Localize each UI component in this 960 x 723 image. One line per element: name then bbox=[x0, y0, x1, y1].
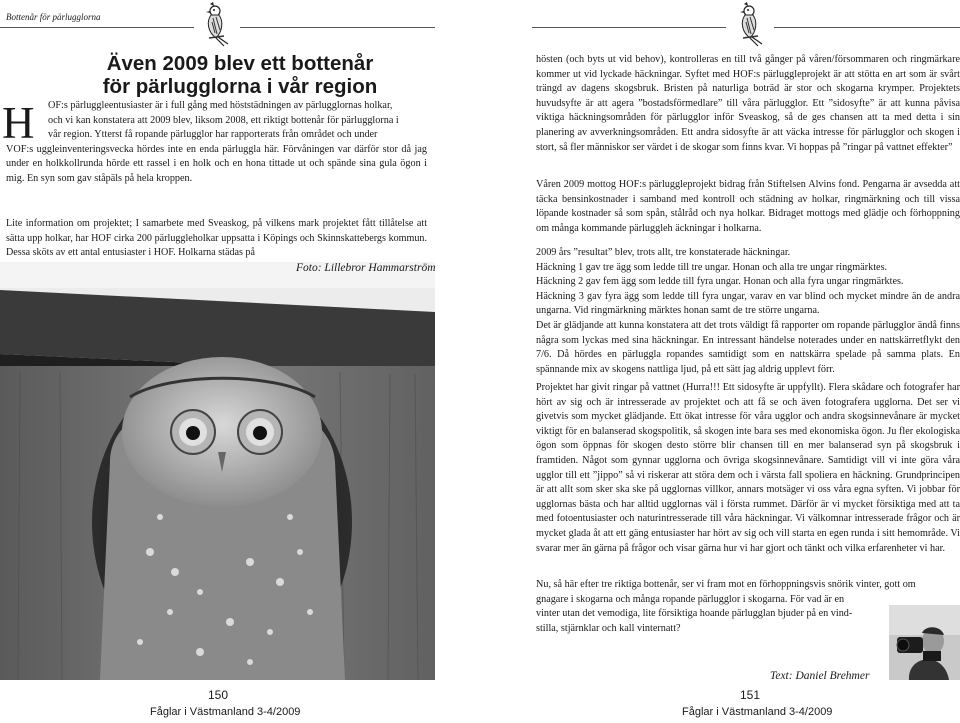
intro-line-3: vår region. Ytterst få ropande pärlugglor har rapporterats från området och under bbox=[48, 129, 378, 141]
intro-line-1: OF:s pärluggleentusiaster är i full gång med höststädningen av pärlugglornas holkar, bbox=[48, 100, 393, 111]
title-line-1: Även 2009 blev ett bottenår bbox=[106, 52, 374, 75]
header-rule-right-2 bbox=[774, 27, 960, 28]
closing-line-4: stilla, stjärnklar och kall vinternatt? bbox=[536, 622, 681, 634]
footer-left: Fåglar i Västmanland 3-4/2009 bbox=[150, 706, 301, 718]
closing-line-2: gnagare i skogarna och många ropande pärlugglor i skogarna. För vad är en bbox=[536, 593, 845, 605]
running-head: Bottenår för pärlugglorna bbox=[6, 12, 101, 22]
bird-logo-icon bbox=[196, 0, 236, 48]
results-line: Häckning 1 gav tre ägg som ledde till tre ungar. Honan och alla tre ungar ringmärktes. bbox=[536, 261, 888, 273]
results-line: Det är glädjande att kunna konstatera att det trots väldigt få rapporter om ropande pärlugglor ändå finns några som lyckas med sina häckningar. En intressant händelse noterades under en nattskärretflykt den 7/6. Då hördes en pärluggla ropandes samtidigt som en nattskärra spelade på samma plats. En spännande mix av skogens nattliga ljud, på ett sätt jag aldrig upplevt förr. bbox=[536, 319, 960, 375]
header-rule-left bbox=[0, 27, 194, 28]
owl-photo-image bbox=[0, 262, 435, 680]
photo-caption: Foto: Lillebror Hammarström bbox=[296, 262, 436, 274]
author-photo bbox=[889, 605, 960, 680]
results-section bbox=[536, 246, 960, 377]
page-number-left: 150 bbox=[208, 688, 229, 702]
closing-line-1: Nu, så här efter tre riktiga bottenår, ser vi fram mot en förhoppningsvis snörik vinter, gott om bbox=[536, 579, 916, 590]
title-line-2: för pärlugglorna i vår region bbox=[102, 75, 378, 98]
right-paragraph-4: Projektet har givit ringar på vattnet (Hurra!!! Ett sidosyfte är uppfyllt). Flera skådare och fotografer har hört av sig och är intresserade av projektet och att få se och även fotografera ugglorna. Det ser vi givetvis som mycket glädjande. Ett ökat intresse för våra ugglor och andra skogsinnevånare är mycket viktigt för en balanserad skogspolitik, så skogen inte bara ses med ekonomiska ögon. Ju fler ekologiska ögon som öppnas för skogen desto större blir chansen till en mer balanserad syn på skogsbruk i framtiden. Något som gynnar ugglorna och övriga skogsinnevånare. Samtidigt vill vi inte göra våra ugglor till ett ”jippo” så vi riskerar att störa dem och i värsta fall spoliera en häckning. Grundprincipen är att allt som sker ska ske på ugglornas villkor, annars motsäger vi oss våra egna syften. Vi jobbar för ugglornas bästa och har alltid ugglornas väl i första rummet. Därför är vi mycket försiktiga med att ta med fotoentusiaster och naturintresserade till våra häckningar. Vi välkomnar intresserade frågor och är mycket glada åt att ett gäng entusiaster har hört av sig och vill starta en egen runda i sitt hemområde. Vi svarar mer än gärna på frågor och visar gärna hur vi har gjort och tänkt och vilka erfarenheter vi har. bbox=[536, 382, 960, 554]
results-line: Häckning 2 gav fem ägg som ledde till fyra ungar. Honan och alla fyra ungar ringmärktes. bbox=[536, 276, 904, 288]
intro-rest: VOF:s uggleinventeringsvecka hördes inte en enda pärluggla här. Förvåningen var därför stor då jag under en holkkollrunda hörde ett rassel i en holk och en hona tittade ut och spände sina gula ögon i mig. En syn som gav ståpäls på hela kroppen. bbox=[6, 143, 427, 184]
right-paragraph-2: Våren 2009 mottog HOF:s pärluggleprojekt bidrag från Stiftelsen Alvins fond. Pengarna är avsedda att täcka bensinkostnader i samband med kontroll och städning av holkar, ringmärkning och till vissa löpande kostnader så som spån, stålråd och nya holkar. Bidraget mottogs med glädje och förhoppning om många kommande pärluggleh äckningar i holkarna. bbox=[536, 179, 960, 234]
intro-paragraph bbox=[6, 99, 427, 187]
bird-logo-icon-right bbox=[730, 0, 770, 48]
closing-line-3: vinter utan det vemodiga, lite försiktiga hoande pärlugglan bjuder på en vind- bbox=[536, 608, 853, 620]
header-rule-left-2 bbox=[240, 27, 435, 28]
results-line: Häckning 3 gav fyra ägg som ledde till fyra ungar, varav en var blind och mycket mindre än de andra ungarna. Vid ringmärkning märktes honan samt de tre större ungarna. bbox=[536, 290, 960, 317]
footer-right: Fåglar i Västmanland 3-4/2009 bbox=[682, 706, 833, 718]
results-line: 2009 års ”resultat” blev, trots allt, tre konstaterade häckningar. bbox=[536, 247, 791, 258]
author-byline: Text: Daniel Brehmer bbox=[770, 670, 870, 682]
dropcap: H bbox=[2, 98, 35, 148]
page-number-right: 151 bbox=[740, 688, 761, 702]
intro-line-2: och vi kan konstatera att 2009 blev, liksom 2008, ett riktigt bottenår för pärlugglorna i bbox=[48, 114, 399, 126]
right-paragraph-1: hösten (och byts ut vid behov), kontrolleras en till två gånger på våren/försommaren och ringmärkare kommer ut vid lyckade häckningar. Syftet med HOF:s pärluggleprojekt är att stötta en art som är svårt trängd av dagens skogsbruk. Bristen på naturliga boträd är stor och skogarna krymper. Projektets huvudsyfte är att agera ”bostadsförmedlare” till våra pärlugglor. Ett ”sidosyfte” är att kunna påvisa viktiga häckningsområden för pärlugglor inför Sveaskog, så de ges chansen att ta med detta i sin planering av avverkningsområden. Ett andra sidosyfte är att väcka intresse för pärlugglor och skogen i stort, så fler människor ser värdet i de skogar som finns kvar. Vi hoppas på ”ringar på vattnet effekter” bbox=[536, 54, 960, 153]
header-rule-right bbox=[532, 27, 726, 28]
article-title bbox=[60, 52, 420, 98]
author-photo-image bbox=[889, 605, 960, 680]
owl-photo bbox=[0, 262, 435, 680]
project-info-paragraph: Lite information om projektet; I samarbete med Sveaskog, på vilkens mark projektet fått tillåtelse att sätta upp holkar, har HOF cirka 200 pärluggleholkar uppsatta i Köpings och Skinnskattebergs kommun. Dessa sköts av ett antal entusiaster i HOF. Holkarna städas på bbox=[6, 218, 427, 259]
